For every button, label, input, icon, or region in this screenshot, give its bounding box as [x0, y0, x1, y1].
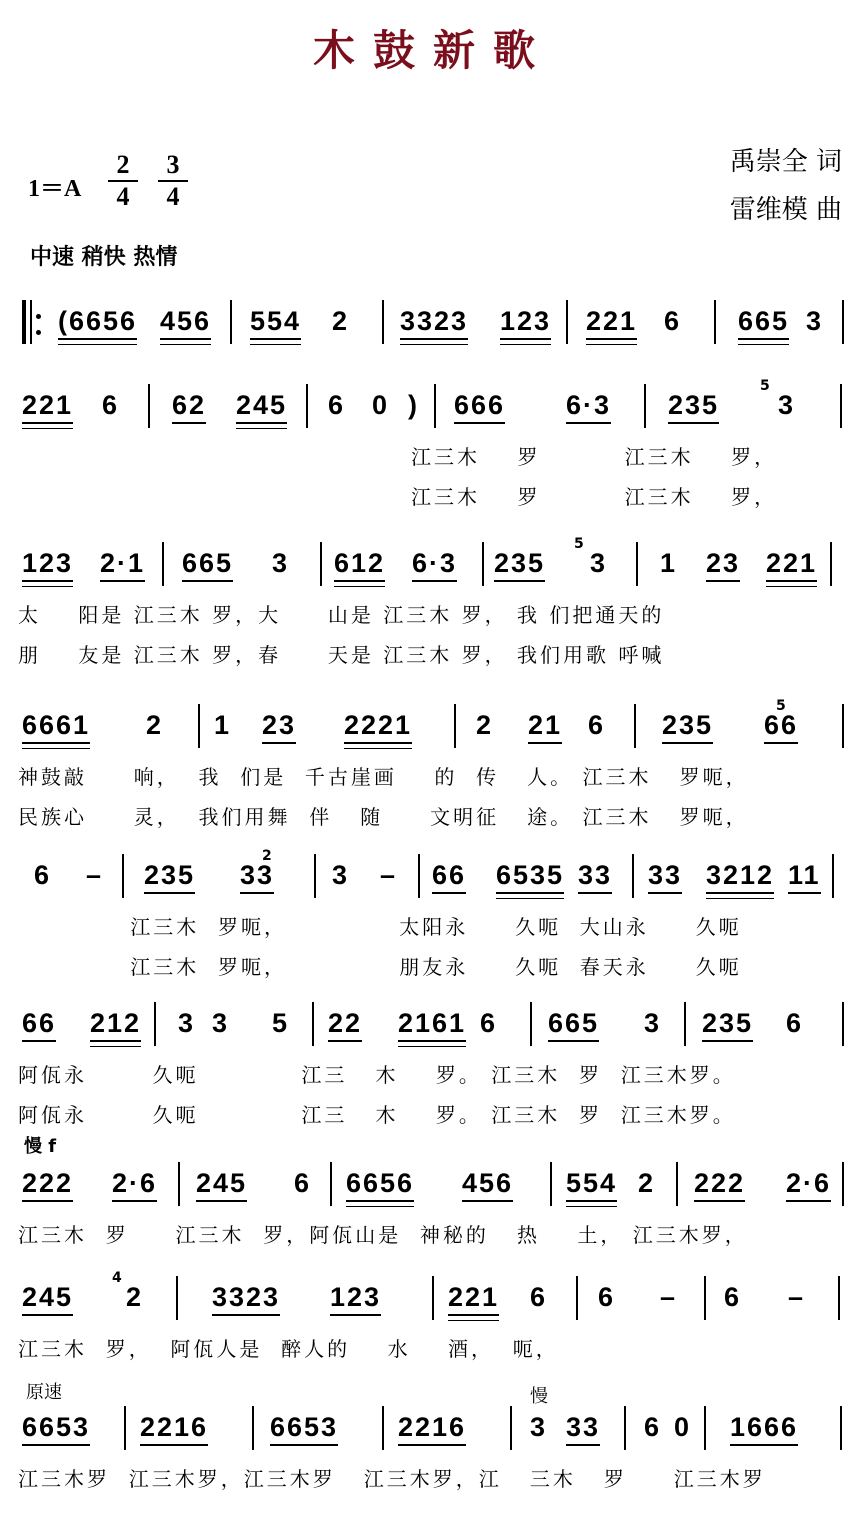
lyric-verse: 江三木 罗 江三木 罗，: [18, 445, 778, 469]
barline: [676, 1162, 678, 1206]
note-group: 665: [738, 304, 789, 340]
note-group: 3323: [212, 1280, 280, 1316]
note-group: 6·3: [412, 546, 457, 582]
note-group: 6535: [496, 858, 564, 894]
barline: [314, 854, 316, 898]
slow-forte-mark: 慢 f: [24, 1136, 57, 1157]
barline: [684, 1002, 686, 1046]
barline: [482, 542, 484, 586]
barline: [624, 1406, 626, 1450]
note-group: 3: [332, 860, 350, 890]
lyricist: 禹崇全 词: [729, 147, 842, 177]
credits: [730, 138, 842, 234]
lyric-verse: 江三木罗 江三木罗，江三木罗 江三木罗，江 三木 罗 江三木罗: [18, 1467, 766, 1491]
note-group: 554: [250, 304, 301, 340]
note-group: 2216: [398, 1410, 466, 1446]
note-group: 6: [644, 1412, 662, 1442]
barline: [840, 1406, 842, 1450]
note-group: 3: [778, 390, 796, 420]
note-group: 235: [494, 546, 545, 582]
note-group: 2·6: [112, 1166, 157, 1202]
note-group: 66: [764, 708, 798, 744]
lyric-verse: 阿佤永 久呃 江三 木 罗。 江三木 罗 江三木罗。: [18, 1103, 736, 1127]
time-num: 2: [108, 150, 138, 182]
lyric-verse: 江三木 罗呃， 朋友永 久呃 春天永 久呃: [18, 955, 742, 979]
note-group: 2216: [140, 1410, 208, 1446]
note-group: 123: [330, 1280, 381, 1316]
barline: [714, 300, 716, 344]
barline: [382, 300, 384, 344]
note-group: 221: [22, 388, 73, 424]
note-group: 3: [178, 1008, 196, 1038]
grace-note: 5: [760, 378, 770, 394]
note-group: 3323: [400, 304, 468, 340]
note-group: 33: [240, 858, 274, 894]
note-group: 23: [706, 546, 740, 582]
note-group: 235: [668, 388, 719, 424]
note-group: 554: [566, 1166, 617, 1202]
note-group: 21: [528, 708, 562, 744]
note-group: 123: [22, 546, 73, 582]
lyric-verse: 江三木 罗， 阿佤人是 醉人的 水 酒， 呃，: [18, 1337, 559, 1361]
note-group: 2·6: [786, 1166, 831, 1202]
note-group: –: [380, 860, 398, 890]
note-group: 5: [272, 1008, 290, 1038]
note-group: 665: [182, 546, 233, 582]
barline: [634, 704, 636, 748]
note-group: 0: [674, 1412, 692, 1442]
slow-mark: 慢: [530, 1386, 548, 1407]
note-group: 235: [662, 708, 713, 744]
barline: [230, 300, 232, 344]
barline: [382, 1406, 384, 1450]
barline: [124, 1406, 126, 1450]
barline: [178, 1162, 180, 1206]
note-group: 1: [214, 710, 232, 740]
note-group: 33: [566, 1410, 600, 1446]
grace-note: 5: [574, 536, 584, 552]
barline: [418, 854, 420, 898]
note-group: 6: [598, 1282, 616, 1312]
barline: [510, 1406, 512, 1450]
barline: [838, 1276, 840, 1320]
barline: [454, 704, 456, 748]
barline: [252, 1406, 254, 1450]
note-group: 66: [432, 858, 466, 894]
note-group: 6: [294, 1168, 312, 1198]
barline: [842, 1162, 844, 1206]
lyric-verse: 神鼓敲 响， 我 们是 千古崖画 的 传 人。 江三木 罗呃，: [18, 765, 749, 789]
lyric-verse: 太 阳是 江三木 罗，大 山是 江三木 罗， 我 们把通天的: [18, 603, 665, 627]
note-group: ): [408, 390, 419, 420]
barline: [566, 300, 568, 344]
note-group: 6: [588, 710, 606, 740]
note-group: 33: [578, 858, 612, 894]
tempo-marking: 中速 稍快 热情: [30, 245, 178, 270]
original-tempo-mark: 原速: [26, 1382, 62, 1403]
lyric-verse: 江三木 罗 江三木 罗，: [18, 485, 778, 509]
note-group: 3: [212, 1008, 230, 1038]
note-group: 2: [332, 306, 350, 336]
barline: [154, 1002, 156, 1046]
note-group: 3: [530, 1412, 548, 1442]
barline: [198, 704, 200, 748]
note-group: 6653: [22, 1410, 90, 1446]
note-group: 22: [328, 1006, 362, 1042]
barline: [162, 542, 164, 586]
barline: [176, 1276, 178, 1320]
barline: [432, 1276, 434, 1320]
note-group: 6: [664, 306, 682, 336]
barline: [636, 542, 638, 586]
barline: [530, 1002, 532, 1046]
note-group: 11: [788, 858, 821, 894]
note-group: 221: [586, 304, 637, 340]
note-group: 221: [448, 1280, 499, 1316]
note-group: 33: [648, 858, 682, 894]
note-group: 6656: [346, 1166, 414, 1202]
barline: [842, 300, 844, 344]
note-group: 1: [660, 548, 678, 578]
barline: [644, 384, 646, 428]
barline: [832, 854, 834, 898]
song-title: 木鼓新歌: [312, 26, 553, 75]
grace-note: 2: [262, 848, 272, 864]
time-num: 3: [158, 150, 188, 182]
note-group: 6: [102, 390, 120, 420]
note-group: 665: [548, 1006, 599, 1042]
note-group: 6653: [270, 1410, 338, 1446]
barline: [122, 854, 124, 898]
grace-note: 5: [776, 698, 786, 714]
note-group: 6661: [22, 708, 90, 744]
grace-note: 4: [112, 1270, 122, 1286]
key-label: 1＝A: [28, 176, 82, 202]
note-group: 3: [590, 548, 608, 578]
time-den: 4: [116, 182, 130, 211]
note-group: 2: [638, 1168, 656, 1198]
lyric-verse: 朋 友是 江三木 罗，春 天是 江三木 罗， 我们用歌 呼喊: [18, 643, 665, 667]
note-group: 221: [766, 546, 817, 582]
barline: [840, 384, 842, 428]
note-group: 0: [372, 390, 390, 420]
note-group: 245: [236, 388, 287, 424]
note-group: 245: [196, 1166, 247, 1202]
note-group: 245: [22, 1280, 73, 1316]
barline: [320, 542, 322, 586]
note-group: 666: [454, 388, 505, 424]
note-group: 3: [644, 1008, 662, 1038]
note-group: 6: [530, 1282, 548, 1312]
note-group: (6656: [58, 304, 137, 340]
note-group: –: [788, 1282, 806, 1312]
repeat-sign: [22, 300, 32, 344]
note-group: 6: [786, 1008, 804, 1038]
lyric-verse: 江三木 罗呃， 太阳永 久呃 大山永 久呃: [18, 915, 742, 939]
barline: [830, 542, 832, 586]
barline: [842, 704, 844, 748]
note-group: –: [660, 1282, 678, 1312]
barline: [306, 384, 308, 428]
note-group: 212: [90, 1006, 141, 1042]
barline: [704, 1276, 706, 1320]
note-group: 3: [272, 548, 290, 578]
barline: [842, 1002, 844, 1046]
note-group: 2: [146, 710, 164, 740]
note-group: 6: [724, 1282, 742, 1312]
note-group: 3212: [706, 858, 774, 894]
barline: [550, 1162, 552, 1206]
note-group: 2221: [344, 708, 412, 744]
barline: [434, 384, 436, 428]
note-group: 2161: [398, 1006, 466, 1042]
note-group: 6: [480, 1008, 498, 1038]
note-group: 456: [160, 304, 211, 340]
barline: [632, 854, 634, 898]
note-group: 23: [262, 708, 296, 744]
note-group: 62: [172, 388, 206, 424]
note-group: 456: [462, 1166, 513, 1202]
note-group: 123: [500, 304, 551, 340]
lyric-verse: 阿佤永 久呃 江三 木 罗。 江三木 罗 江三木罗。: [18, 1063, 736, 1087]
barline: [704, 1406, 706, 1450]
note-group: 6: [34, 860, 52, 890]
repeat-dot: [36, 330, 41, 335]
composer: 雷维模 曲: [729, 195, 842, 225]
time-signature-1: [108, 150, 138, 212]
barline: [330, 1162, 332, 1206]
note-group: 3: [806, 306, 824, 336]
note-group: 6: [328, 390, 346, 420]
time-signature-2: [158, 150, 188, 212]
note-group: 2: [126, 1282, 144, 1312]
lyric-verse: 江三木 罗 江三木 罗，阿佤山是 神秘的 热 土， 江三木罗，: [18, 1223, 748, 1247]
note-group: –: [86, 860, 104, 890]
note-group: 1666: [730, 1410, 798, 1446]
note-group: 66: [22, 1006, 56, 1042]
note-group: 2·1: [100, 546, 145, 582]
note-group: 235: [144, 858, 195, 894]
barline: [576, 1276, 578, 1320]
note-group: 2: [476, 710, 494, 740]
note-group: 222: [694, 1166, 745, 1202]
note-group: 6·3: [566, 388, 611, 424]
note-group: 222: [22, 1166, 73, 1202]
barline: [312, 1002, 314, 1046]
note-group: 612: [334, 546, 385, 582]
time-den: 4: [166, 182, 180, 211]
repeat-dot: [36, 314, 41, 319]
barline: [148, 384, 150, 428]
note-group: 235: [702, 1006, 753, 1042]
lyric-verse: 民族心 灵， 我们用舞 伴 随 文明征 途。 江三木 罗呃，: [18, 805, 749, 829]
